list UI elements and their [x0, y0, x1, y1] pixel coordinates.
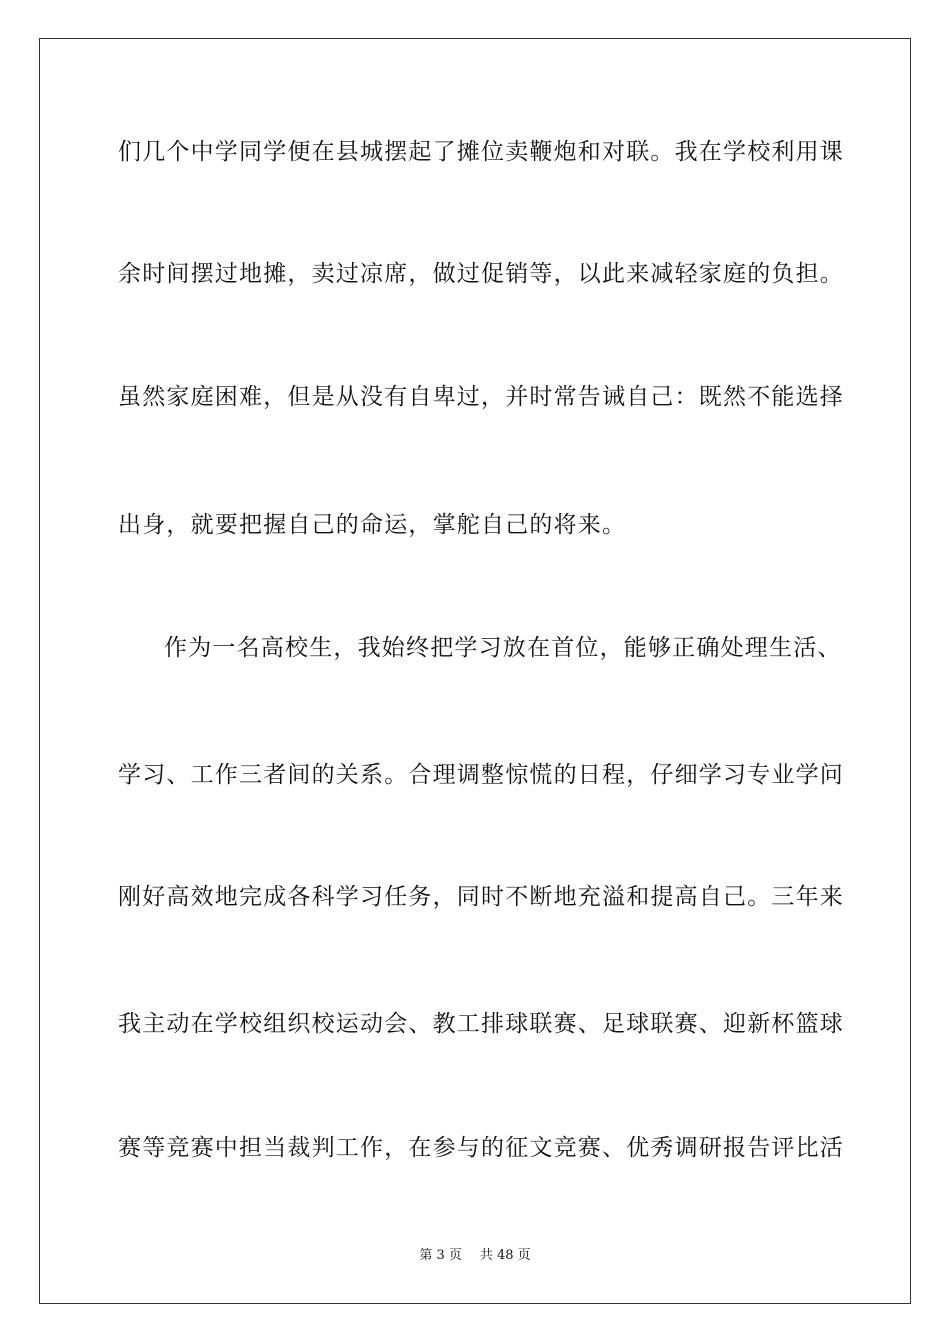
paragraph-line-9: 赛等竞赛中担当裁判工作，在参与的征文竞赛、优秀调研报告评比活 [118, 1135, 844, 1161]
paragraph-line-3: 虽然家庭困难，但是从没有自卑过，并时常告诫自己：既然不能选择 [118, 384, 844, 410]
page-footer [0, 1248, 950, 1264]
paragraph-line-2: 余时间摆过地摊，卖过凉席，做过促销等，以此来减轻家庭的负担。 [118, 261, 844, 287]
paragraph-line-7: 刚好高效地完成各科学习任务，同时不断地充溢和提高自己。三年来 [118, 884, 844, 910]
paragraph-line-4: 出身，就要把握自己的命运，掌舵自己的将来。 [118, 512, 627, 538]
paragraph-line-1: 们几个中学同学便在县城摆起了摊位卖鞭炮和对联。我在学校利用课 [118, 139, 844, 165]
page-number: 第 3 页 [419, 1248, 462, 1263]
paragraph-line-6: 学习、工作三者间的关系。合理调整惊慌的日程，仔细学习专业学问 [118, 762, 844, 788]
paragraph-line-8: 我主动在学校组织校运动会、教工排球联赛、足球联赛、迎新杯篮球 [118, 1011, 844, 1037]
total-pages: 共 48 页 [479, 1248, 531, 1263]
paragraph-line-5: 作为一名高校生，我始终把学习放在首位，能够正确处理生活、 [164, 635, 842, 661]
page-border [39, 38, 911, 1304]
